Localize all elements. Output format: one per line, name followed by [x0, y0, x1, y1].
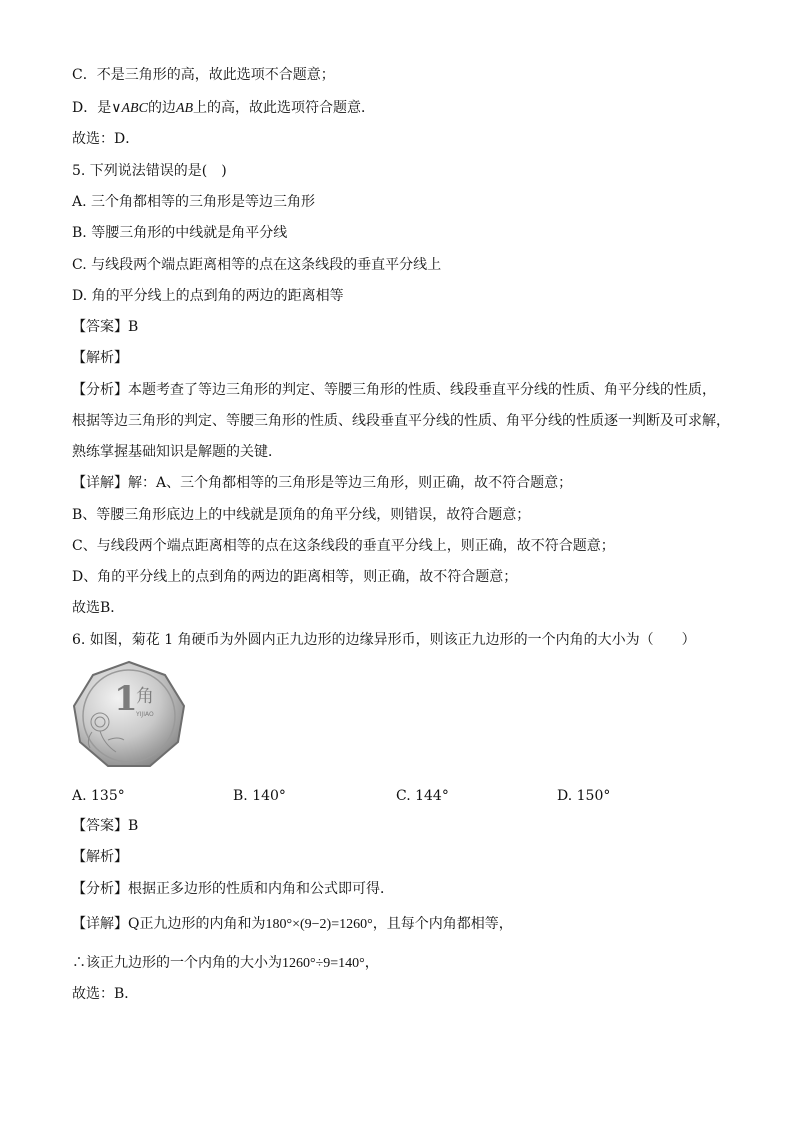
- chrysanthemum-coin-icon: [70, 660, 188, 772]
- q6-option-b: B. 140°: [233, 788, 286, 804]
- q6-stem: 6. 如图，菊花 1 角硬币为外圆内正九边形的边缘异形币，则该正九边形的一个内角的大小为（ ）: [72, 632, 696, 648]
- q5-option-d: D. 角的平分线上的点到角的两边的距离相等: [72, 288, 344, 304]
- q5-detail-b: B、等腰三角形底边上的中线就是顶角的角平分线，则错误，故符合题意；: [72, 507, 531, 523]
- prev-answer: 故选：D．: [72, 131, 140, 147]
- q5-answer: 【答案】B: [72, 319, 139, 335]
- prev-d-suffix: 上的高，故此选项符合题意．: [193, 100, 376, 116]
- prev-d-prefix: D．是: [72, 100, 112, 116]
- q6-detail-line-2: [72, 954, 379, 973]
- q6-detail-text-3: 该正九边形的一个内角的大小为: [86, 955, 282, 971]
- triangle-abc: ∨ABC: [111, 101, 148, 116]
- q6-conclusion: 故选：B．: [72, 986, 139, 1002]
- q5-option-b: B. 等腰三角形的中线就是角平分线: [72, 225, 288, 241]
- segment-ab: AB: [175, 101, 194, 116]
- q6-detail-line-1: [72, 915, 513, 934]
- q6-answer: 【答案】B: [72, 818, 139, 834]
- q5-detail-d: D、角的平分线上的点到角的两边的距离相等，则正确，故不符合题意；: [72, 569, 518, 585]
- q5-stem: 5. 下列说法错误的是( ): [72, 163, 227, 179]
- coin-numeral: 1: [114, 679, 138, 719]
- q6-analysis-title: 【解析】: [72, 849, 128, 865]
- q5-detail-c: C、与线段两个端点距离相等的点在这条线段的垂直平分线上，则正确，故不符合题意；: [72, 538, 615, 554]
- prev-d-mid: 的边: [147, 100, 176, 116]
- q5-analysis-title: 【解析】: [72, 350, 128, 366]
- q6-detail-text-4: ，: [364, 955, 379, 971]
- q5-option-c: C. 与线段两个端点距离相等的点在这条线段的垂直平分线上: [72, 257, 442, 273]
- q6-formula-sum: 180°×(9−2)=1260°: [265, 917, 373, 932]
- coin-pinyin: YIJIAO: [136, 711, 154, 718]
- q6-formula-angle: 1260°÷9=140°: [282, 956, 365, 971]
- q5-analysis-line-3: 熟练掌握基础知识是解题的关键．: [72, 444, 282, 460]
- q6-option-a: A. 135°: [72, 788, 125, 804]
- q5-conclusion: 故选B．: [72, 600, 125, 616]
- q5-detail-a: 【详解】解：A、三个角都相等的三角形是等边三角形，则正确，故不符合题意；: [72, 475, 573, 491]
- q6-analysis: 【分析】根据正多边形的性质和内角和公式即可得．: [72, 881, 394, 897]
- because-symbol: Q: [128, 916, 140, 932]
- q6-option-c: C. 144°: [396, 788, 449, 804]
- prev-option-d-explanation: [72, 99, 375, 118]
- q5-option-a: A. 三个角都相等的三角形是等边三角形: [72, 194, 316, 210]
- therefore-symbol: ∴: [72, 955, 86, 971]
- q6-detail-prefix: 【详解】: [72, 916, 128, 932]
- prev-option-c-explanation: C．不是三角形的高，故此选项不合题意；: [72, 67, 335, 83]
- coin-char: 角: [136, 686, 154, 707]
- q6-detail-text-1: 正九边形的内角和为: [139, 916, 266, 932]
- q6-option-d: D. 150°: [557, 788, 611, 804]
- q5-analysis-line-1: 【分析】本题考查了等边三角形的判定、等腰三角形的性质、线段垂直平分线的性质、角平分线的性质，: [72, 382, 716, 398]
- q5-analysis-line-2: 根据等边三角形的判定、等腰三角形的性质、线段垂直平分线的性质、角平分线的性质逐一判断及可求解，: [72, 413, 730, 429]
- q6-detail-text-2: ，且每个内角都相等，: [372, 916, 513, 932]
